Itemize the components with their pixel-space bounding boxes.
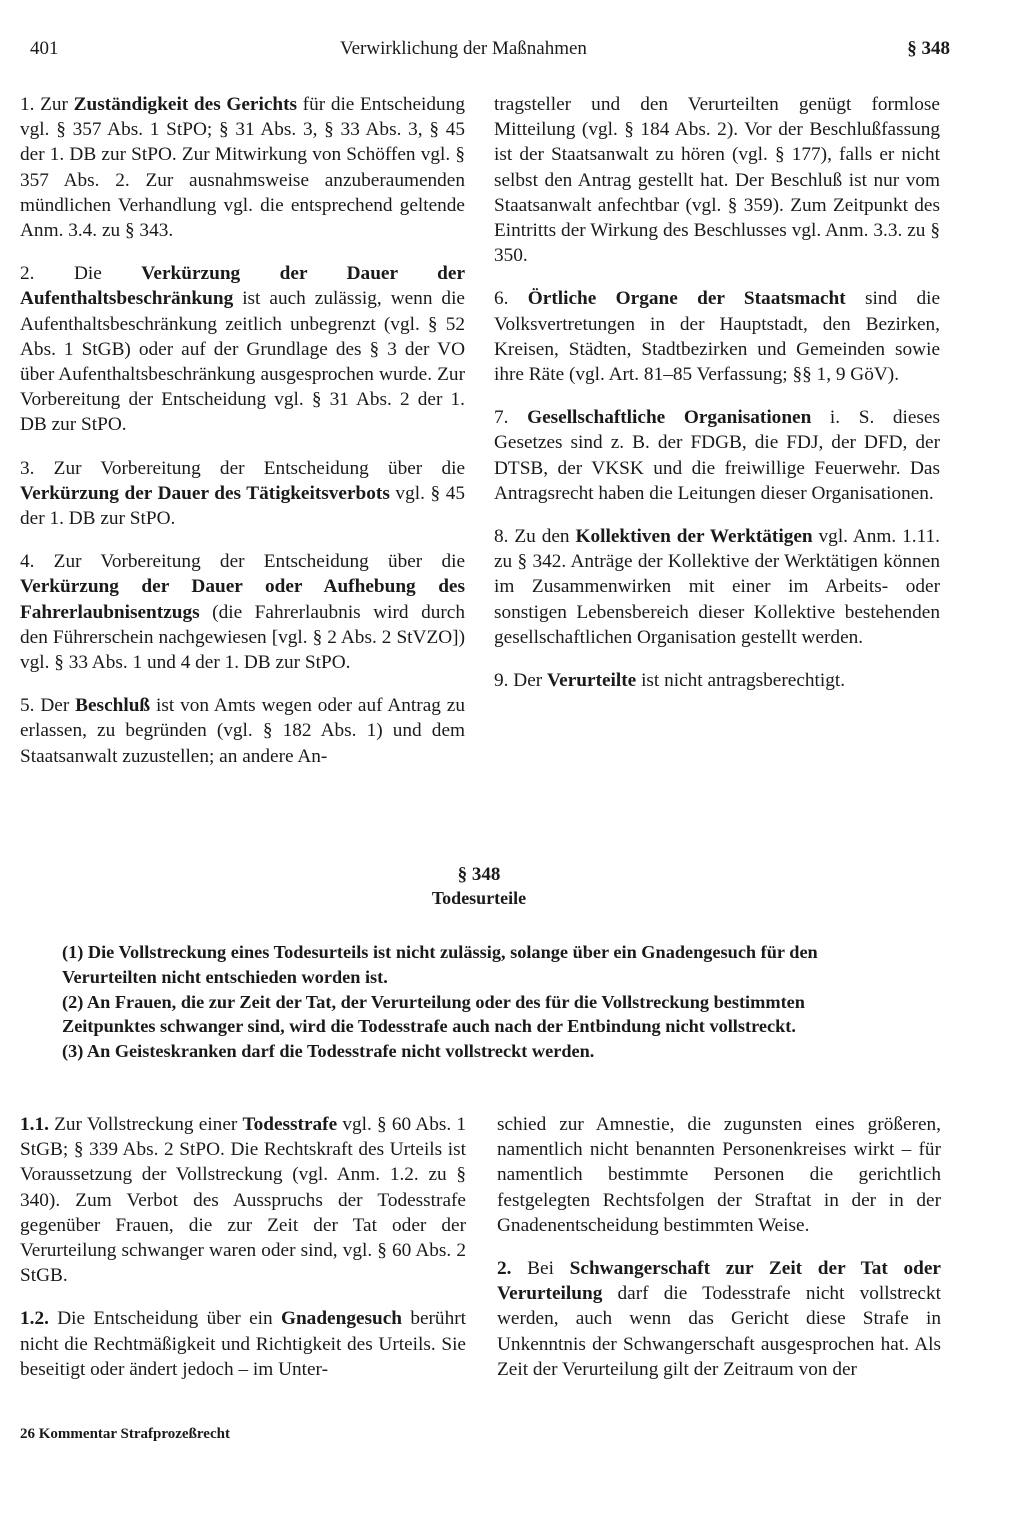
law-text [62, 940, 902, 1064]
annotation-7: 7. Gesellschaftliche Organisationen i. S. dieses Gesetzes sind z. B. der FDGB, die FDJ, der DFD, der DTSB, der VKSK und die freiwillige Feuerwehr. Das Antragsrecht haben die Leitungen dieser Organisationen. [494, 407, 940, 504]
annotation-1-2-continued: schied zur Amnestie, die zugunsten eines größeren, namentlich nicht benannten Personenkreises wirkt – für namentlich bestimmte Personen die gerichtlich festgelegten Rechtsfolgen der Straftat in der in der Gnadenentscheidung bestimmten Weise. [497, 1114, 941, 1236]
annotation-1-2: 1.2. Die Entscheidung über ein Gnadengesuch berührt nicht die Rechtmäßigkeit und Richtigkeit des Urteils. Sie beseitigt oder ändert jedoch – im Unter- [20, 1308, 466, 1380]
annotation-6: 6. Örtliche Organe der Staatsmacht sind die Volksvertretungen in der Hauptstadt, den Bezirken, Kreisen, Städten, Stadtbezirken und Gemeinden sowie ihre Räte (vgl. Art. 81–85 Verfassung; §§ 1, 9 GöV). [494, 288, 941, 386]
annotation-9: 9. Der Verurteilte ist nicht antragsberechtigt. [494, 670, 846, 692]
running-title: Verwirklichung der Maßnahmen [340, 38, 587, 59]
law-section-number: § 348 [457, 864, 501, 885]
commentary-column-top-left [20, 92, 465, 787]
law-section-title: Todesurteile [431, 888, 527, 908]
annotation-8: 8. Zu den Kollektiven der Werktätigen vgl. Anm. 1.11. zu § 342. Anträge der Kollektive der Werktätigen können im Zusammenwirken mit einer im Arbeits- oder sonstigen Lebensbereich dieser Kollektive bestehenden gesellschaftlichen Organisation gestellt werden. [494, 526, 941, 648]
law-clause-3: (3) An Geisteskranken darf die Todesstrafe nicht vollstreckt werden. [62, 1041, 595, 1062]
annotation-3: 3. Zur Vorbereitung der Entscheidung über die Verkürzung der Dauer des Tätigkeitsverbots vgl. § 45 der 1. DB zur StPO. [20, 457, 465, 530]
page-footer: 26 Kommentar Strafprozeßrecht [20, 1426, 230, 1442]
page-number: 401 [30, 38, 59, 59]
annotation-5-continued: tragsteller und den Verurteilten genügt formlose Mitteilung (vgl. § 184 Abs. 2). Vor der Beschlußfassung ist der Staatsanwalt zu hören (vgl. § 177), falls er nicht selbst den Antrag gestellt hat. Der Beschluß ist nur vom Staatsanwalt anfechtbar (vgl. § 359). Zum Zeitpunkt des Eintritts der Wirkung des Beschlusses vgl. Anm. 3.3. zu § 350. [494, 94, 940, 267]
annotation-2-pregnancy: 2. Bei Schwangerschaft zur Zeit der Tat oder Verurteilung darf die Todesstrafe nicht vollstreckt werden, auch wenn das Gericht diese Strafe in Unkenntnis der Schwangerschaft ausgesprochen hat. Als Zeit der Verurteilung gilt der Zeitraum von der [497, 1258, 941, 1380]
annotation-1-1: 1.1. Zur Vollstreckung einer Todesstrafe vgl. § 60 Abs. 1 StGB; § 339 Abs. 2 StPO. Die Rechtskraft des Urteils ist Voraussetzung der Vollstreckung (vgl. Anm. 1.2. zu § 340). Zum Verbot des Ausspruchs der Todesstrafe gegenüber Frauen, die zur Zeit der Tat oder der Verurteilung schwanger waren oder sind, vgl. § 60 Abs. 2 StGB. [20, 1114, 466, 1287]
annotation-2: 2. Die Verkürzung der Dauer der Aufenthaltsbeschränkung ist auch zulässig, wenn die Aufenthaltsbeschränkung zeitlich unbegrenzt (vgl. § 52 Abs. 1 StGB) oder auf der Grundlage des § 3 der VO über Aufenthaltsbeschränkung ausgesprochen wurde. Zur Vorbereitung der Entscheidung vgl. § 31 Abs. 2 der 1. DB zur StPO. [20, 263, 465, 436]
commentary-column-bottom-right [497, 1112, 941, 1400]
commentary-column-top-right [494, 92, 940, 711]
section-marker: § 348 [907, 38, 950, 59]
running-header [30, 38, 950, 68]
annotation-4: 4. Zur Vorbereitung der Entscheidung über die Verkürzung der Dauer oder Aufhebung des Fahrerlaubnisentzugs (die Fahrerlaubnis wird durch den Führerschein nachgewiesen [vgl. § 2 Abs. 2 StVZO]) vgl. § 33 Abs. 1 und 4 der 1. DB zur StPO. [20, 551, 465, 674]
law-clause-2: (2) An Frauen, die zur Zeit der Tat, der Verurteilung oder des für die Vollstreckung bestimmten Zeitpunktes schwanger sind, wird die Todesstrafe auch nach der Entbindung nicht vollstreckt. [62, 991, 805, 1037]
annotation-5: 5. Der Beschluß ist von Amts wegen oder auf Antrag zu erlassen, zu begründen (vgl. § 182 Abs. 1) und dem Staatsanwalt zuzustellen; an andere An- [20, 695, 465, 767]
law-clause-1: (1) Die Vollstreckung eines Todesurteils ist nicht zulässig, solange über ein Gnadengesuch für den Verurteilten nicht entschieden worden ist. [62, 942, 818, 987]
annotation-1: 1. Zur Zuständigkeit des Gerichts für die Entscheidung vgl. § 357 Abs. 1 StPO; § 31 Abs. 3, § 33 Abs. 3, § 45 der 1. DB zur StPO. Zur Mitwirkung von Schöffen vgl. § 357 Abs. 2. Zur ausnahmsweise anzuberaumenden mündlichen Verhandlung vgl. die entsprechend geltende Anm. 3.4. zu § 343. [20, 94, 465, 242]
commentary-column-bottom-left [20, 1112, 466, 1400]
